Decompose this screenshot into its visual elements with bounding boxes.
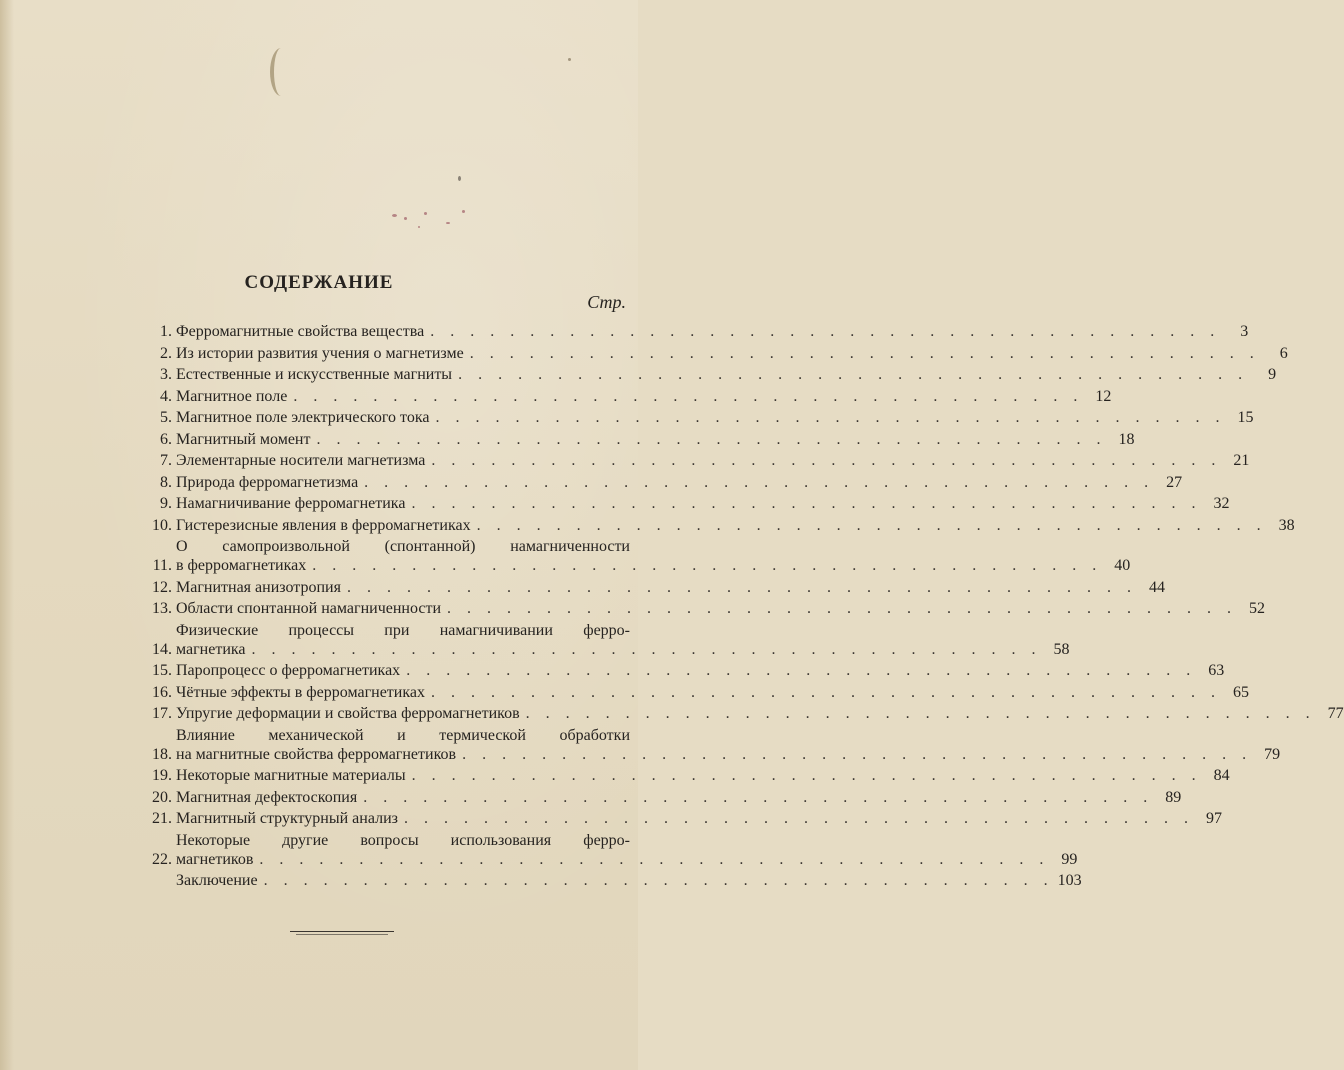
toc-entry-title: Намагничивание ферромагнетика: [176, 495, 406, 512]
toc-entry: [136, 661, 1225, 680]
toc-entry-title-line: магнетиков: [176, 850, 254, 868]
toc-entry-page: 84: [1213, 767, 1230, 784]
toc-entry-number: 18.: [152, 745, 172, 763]
toc-entry: [136, 365, 1277, 384]
paper-speck: [446, 222, 450, 224]
toc-entry-title: Элементарные носители магнетизма: [176, 452, 426, 469]
toc-entry: [136, 537, 1131, 575]
toc-entry: [136, 516, 1295, 535]
toc-entry-number: 22.: [152, 850, 172, 868]
toc-entry-title-line: на магнитные свойства ферромагнетиков: [176, 745, 457, 763]
dot-leader: . . . . . . . . . . . . . . . . . . . . . . . . . . . . . . . . . . . . . . . .: [476, 516, 1267, 534]
toc-entry-page: 58: [1053, 640, 1070, 658]
toc-entry-page: 12: [1095, 387, 1112, 405]
toc-entry: [136, 871, 1082, 890]
dot-leader: . . . . . . . . . . . . . . . . . . . . . . . . . . . . . . . . . . . . . . . .: [346, 578, 1137, 596]
toc-entry-title: Гистерезисные явления в ферромагнетиках: [176, 516, 471, 534]
toc-entry: [136, 494, 1230, 513]
dot-leader: . . . . . . . . . . . . . . . . . . . . . . . . . . . . . . . . . . . . . . . .: [411, 767, 1202, 784]
closing-rule: [290, 931, 394, 932]
toc-entry-number: 4.: [160, 387, 172, 405]
toc-entry-page: 21: [1233, 452, 1250, 469]
toc-entry-title: Заключение: [176, 872, 258, 889]
dot-leader: . . . . . . . . . . . . . . . . . . . . . . . . . . . . . . . . . . . . . . . .: [263, 872, 1054, 889]
toc-entry-title: Магнитная анизотропия: [176, 578, 341, 596]
dot-leader: . . . . . . . . . . . . . . . . . . . . . . . . . . . . . . . . . . . . . . . .: [469, 344, 1260, 362]
toc-entry-title: Чётные эффекты в ферромагнетиках: [176, 683, 425, 701]
toc-entry-title: Паропроцесс о ферромагнетиках: [176, 662, 401, 679]
toc-entry: [136, 683, 1249, 702]
toc-entry-title: Ферромагнитные свойства вещества: [176, 323, 425, 340]
dot-leader: . . . . . . . . . . . . . . . . . . . . . . . . . . . . . . . . . . . . . . . .: [525, 705, 1316, 722]
toc-heading: СОДЕРЖАНИЕ: [244, 272, 394, 293]
toc-entry-page: 3: [1240, 323, 1249, 340]
dot-leader: . . . . . . . . . . . . . . . . . . . . . . . . . . . . . . . . . . . . . . . .: [458, 366, 1249, 383]
toc-entry-title: Некоторые магнитные материалы: [176, 767, 406, 784]
toc-entry: [136, 599, 1266, 618]
dot-leader: . . . . . . . . . . . . . . . . . . . . . . . . . . . . . . . . . . . . . . . .: [293, 387, 1084, 405]
paper-speck: [404, 217, 407, 220]
toc-entry: [136, 621, 1070, 659]
toc-entry-number: 20.: [152, 788, 172, 806]
toc-entry-title-line: магнетика: [176, 640, 246, 658]
toc-entry-number: 9.: [160, 495, 172, 512]
toc-entry-page: 89: [1165, 788, 1182, 806]
toc-entry: [136, 809, 1222, 828]
toc-entry-number: 11.: [152, 557, 172, 574]
paper-speck: [458, 176, 461, 181]
toc-entry: [136, 788, 1182, 807]
toc-entry: [136, 408, 1254, 427]
dot-leader: . . . . . . . . . . . . . . . . . . . . . . . . . . . . . . . . . . . . . . . .: [259, 850, 1050, 868]
dot-leader: . . . . . . . . . . . . . . . . . . . . . . . . . . . . . . . . . . . . . . . .: [435, 409, 1226, 426]
toc-entry: [136, 430, 1135, 449]
toc-entry-page: 27: [1166, 473, 1183, 491]
toc-entry-number: 16.: [152, 683, 172, 701]
toc-entry-number: 6.: [160, 430, 172, 448]
toc-entry-page: 79: [1264, 745, 1281, 763]
toc-entry-title: Упругие деформации и свойства ферромагнетиков: [176, 705, 520, 722]
toc-entry-title: Магнитное поле: [176, 387, 288, 405]
toc-entry-page: 63: [1208, 662, 1225, 679]
paper-speck: [424, 212, 427, 215]
dot-leader: . . . . . . . . . . . . . . . . . . . . . . . . . . . . . . . . . . . . . . . .: [462, 745, 1253, 763]
toc-entry-title-line: Физические процессы при намагничивании ферро-: [176, 621, 630, 639]
toc-entry-page: 32: [1213, 495, 1230, 512]
toc-entry: [136, 473, 1183, 492]
page-column-label: Стр.: [587, 292, 626, 312]
toc-entry-number: 14.: [152, 640, 172, 658]
toc-entry-title-line: Некоторые другие вопросы использования ферро-: [176, 831, 630, 849]
toc-entry-page: 18: [1118, 430, 1135, 448]
toc-entry-number: 7.: [160, 452, 172, 469]
toc-entry: [136, 451, 1250, 470]
toc-entry: [136, 766, 1230, 785]
table-of-contents: [136, 322, 1344, 893]
toc-entry-page: 52: [1249, 600, 1266, 617]
dot-leader: . . . . . . . . . . . . . . . . . . . . . . . . . . . . . . . . . . . . . . . .: [312, 557, 1103, 574]
dot-leader: . . . . . . . . . . . . . . . . . . . . . . . . . . . . . . . . . . . . . . . .: [251, 640, 1042, 658]
toc-entry-page: 77: [1327, 705, 1344, 722]
toc-entry-number: 2.: [160, 344, 172, 362]
toc-entry-number: 3.: [160, 366, 172, 383]
dot-leader: . . . . . . . . . . . . . . . . . . . . . . . . . . . . . . . . . . . . . . . .: [363, 788, 1154, 806]
toc-entry-page: 44: [1148, 578, 1165, 596]
paper-stain: [270, 48, 292, 96]
toc-entry-title: Магнитный момент: [176, 430, 311, 448]
toc-entry-title: Из истории развития учения о магнетизме: [176, 344, 464, 362]
toc-entry-title-line: Влияние механической и термической обработки: [176, 726, 630, 744]
dot-leader: . . . . . . . . . . . . . . . . . . . . . . . . . . . . . . . . . . . . . . . .: [430, 683, 1221, 701]
toc-entry-number: 12.: [152, 578, 172, 596]
toc-entry-title: Естественные и искусственные магниты: [176, 366, 453, 383]
toc-entry: [136, 344, 1288, 363]
dot-leader: . . . . . . . . . . . . . . . . . . . . . . . . . . . . . . . . . . . . . . . .: [406, 662, 1197, 679]
toc-entry-title: Магнитное поле электрического тока: [176, 409, 430, 426]
toc-entry-page: 99: [1061, 850, 1078, 868]
toc-entry-title-line: О самопроизвольной (спонтанной) намагниченности: [176, 538, 630, 555]
toc-entry-page: 6: [1279, 344, 1288, 362]
toc-entry-page: 97: [1205, 810, 1222, 827]
toc-entry-page: 65: [1232, 683, 1249, 701]
page-edge-shadow: [0, 0, 14, 1070]
toc-entry-page: 40: [1114, 557, 1131, 574]
toc-entry-title: Природа ферромагнетизма: [176, 473, 359, 491]
dot-leader: . . . . . . . . . . . . . . . . . . . . . . . . . . . . . . . . . . . . . . . .: [403, 810, 1194, 827]
closing-rule: [296, 934, 388, 935]
dot-leader: . . . . . . . . . . . . . . . . . . . . . . . . . . . . . . . . . . . . . . . .: [431, 452, 1222, 469]
toc-entry-title: Магнитная дефектоскопия: [176, 788, 358, 806]
toc-entry: [136, 704, 1344, 723]
dot-leader: . . . . . . . . . . . . . . . . . . . . . . . . . . . . . . . . . . . . . . . .: [447, 600, 1238, 617]
toc-entry: [136, 578, 1165, 597]
toc-entry-number: 8.: [160, 473, 172, 491]
paper-speck: [418, 226, 420, 228]
paper-speck: [568, 58, 571, 61]
dot-leader: . . . . . . . . . . . . . . . . . . . . . . . . . . . . . . . . . . . . . . . .: [430, 323, 1221, 340]
toc-entry-title: Области спонтанной намагниченности: [176, 600, 442, 617]
toc-entry-number: 1.: [160, 323, 172, 340]
toc-entry-page: 38: [1278, 516, 1295, 534]
toc-entry-number: 21.: [152, 810, 172, 827]
toc-entry-number: 17.: [152, 705, 172, 722]
toc-entry-title-line: в ферромагнетиках: [176, 557, 307, 574]
toc-entry: [136, 831, 1078, 869]
dot-leader: . . . . . . . . . . . . . . . . . . . . . . . . . . . . . . . . . . . . . . . .: [364, 473, 1155, 491]
dot-leader: . . . . . . . . . . . . . . . . . . . . . . . . . . . . . . . . . . . . . . . .: [316, 430, 1107, 448]
toc-entry-number: 13.: [152, 600, 172, 617]
toc-entry-page: 9: [1268, 366, 1277, 383]
paper-speck: [462, 210, 465, 213]
toc-entry: [136, 726, 1281, 764]
toc-entry-number: 19.: [152, 767, 172, 784]
toc-entry-title: Магнитный структурный анализ: [176, 810, 398, 827]
toc-entry-number: 5.: [160, 409, 172, 426]
dot-leader: . . . . . . . . . . . . . . . . . . . . . . . . . . . . . . . . . . . . . . . .: [411, 495, 1202, 512]
toc-entry-page: 103: [1057, 872, 1082, 889]
toc-entry: [136, 322, 1249, 341]
toc-entry-page: 15: [1237, 409, 1254, 426]
toc-entry: [136, 387, 1112, 406]
toc-entry-number: 15.: [152, 662, 172, 679]
toc-entry-number: 10.: [152, 516, 172, 534]
paper-speck: [392, 214, 397, 217]
